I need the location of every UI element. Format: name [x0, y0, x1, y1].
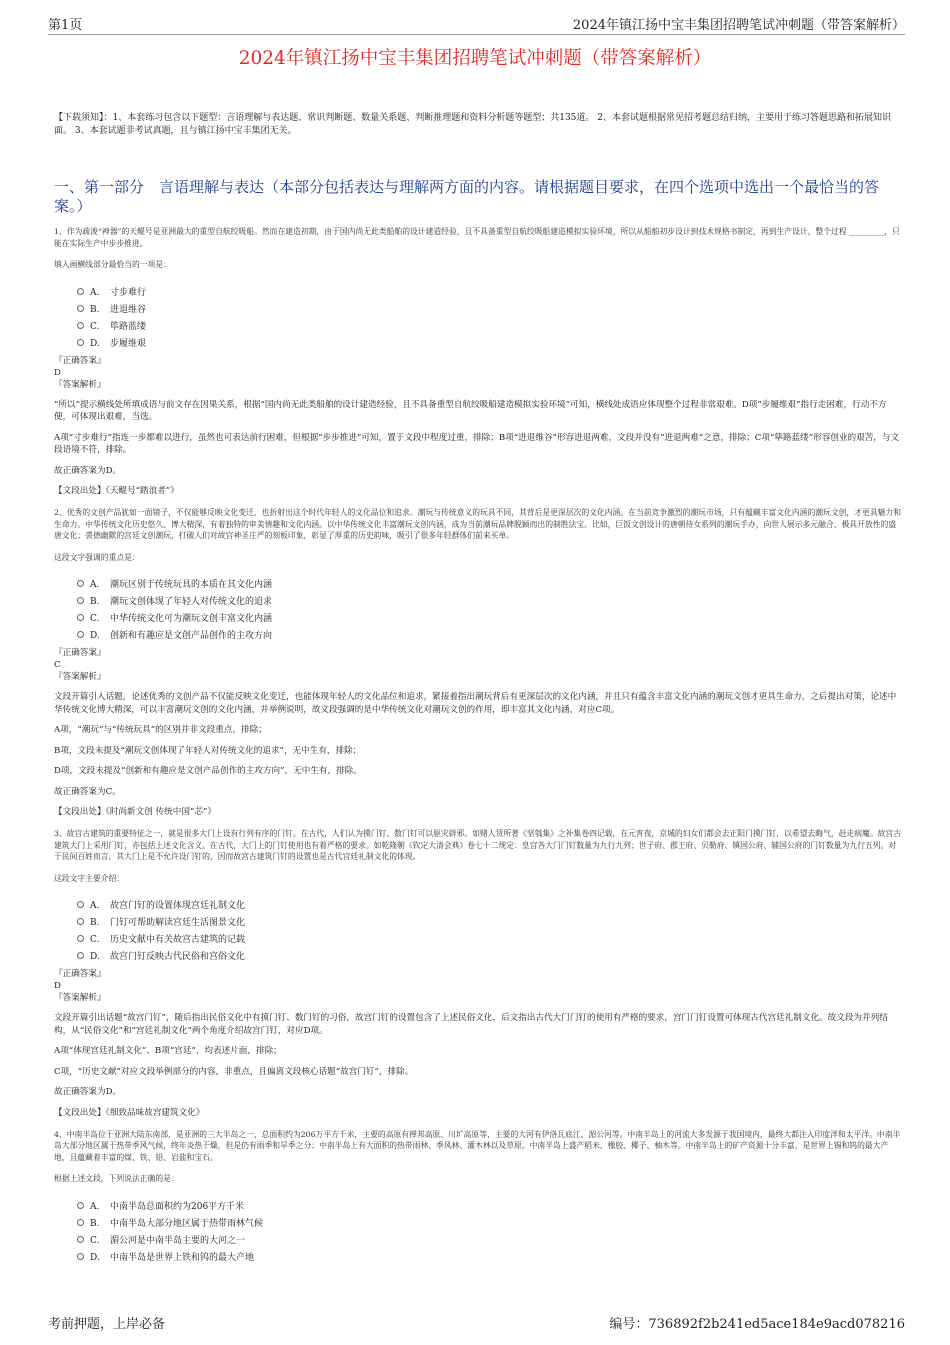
- option-text: 中华传统文化可为潮玩文创丰富文化内涵: [110, 614, 273, 624]
- answer-option[interactable]: [54, 577, 902, 594]
- option-letter: D.: [90, 952, 100, 962]
- answer-option[interactable]: [54, 915, 902, 932]
- analysis-paragraph: C项，“历史文献”对应文段举例部分的内容，非重点，且偏离文段核心话题“故宫门钉”，排除。: [54, 1066, 414, 1077]
- analysis-label: 『答案解析』: [54, 379, 106, 390]
- option-letter: D.: [90, 338, 100, 349]
- option-text: 筚路蓝缕: [110, 321, 147, 332]
- radio-icon[interactable]: [77, 288, 84, 295]
- radio-icon[interactable]: [77, 305, 84, 312]
- analysis-paragraph: 故正确答案为D。: [54, 1087, 122, 1097]
- option-letter: C.: [90, 1235, 100, 1246]
- option-text: 潮玩区别于传统玩具的本质在其文化内涵: [110, 580, 273, 590]
- option-text: 故宫门钉反映古代民俗和宫俗文化: [110, 952, 246, 962]
- radio-icon[interactable]: [77, 631, 84, 638]
- answer-option[interactable]: [54, 932, 902, 949]
- question-prompt: 填入画横线部分最恰当的一项是：: [54, 260, 171, 269]
- radio-icon[interactable]: [77, 1236, 84, 1243]
- answer-option[interactable]: [54, 611, 902, 628]
- option-list: [54, 285, 902, 353]
- question-block: [54, 828, 902, 1119]
- answer-option[interactable]: [54, 285, 902, 302]
- question-stem: 3、故宫古建筑的重要特征之一，就是很多大门上设有行列有序的门钉。在古代，人们认为摸门钉、数门钉可以驱灾辟邪。如赌人赁所著《坚瓠集》之补集卷四记载，在元宵夜，京城的妇女们都会去正阳门摸门钉，以希望去晦气，赶走病魔。故宫古建筑大门上采用门钉，亦包括上述文化含义。在古代，大门上的门钉使用也有着严格的要求。如乾隆朝《钦定大清会典》卷七十二规定：皇宫各大门门钉数量为九行九列；世子府、郡王府、贝勒府、镇国公府、辅国公府的门钉数量为九行五列。对于民间百姓而言，其大门上是不允许设门钉的，因而故宫古建筑门钉的设置也是古代宫廷礼制文化的体现。: [54, 829, 902, 861]
- footer-slogan: 考前押题，上岸必备: [48, 1317, 166, 1332]
- radio-icon[interactable]: [77, 901, 84, 908]
- analysis-paragraph: “所以”提示横线处所填成语与前文存在因果关系，根据“国内尚无此类船舶的设计建造经验，且不具备重型自航绞吸船建造模拟实验环境”可知，横线处成语应体现整个过程非常艰难。D项“步履维艰”指行走困难，行动不方便，可体现出艰难，当选。: [54, 399, 887, 422]
- answer-option[interactable]: [54, 594, 902, 611]
- option-text: 创新和有趣应是文创产品创作的主攻方向: [110, 631, 273, 641]
- answer-option[interactable]: [54, 1216, 902, 1233]
- option-letter: A.: [90, 287, 100, 298]
- radio-icon[interactable]: [77, 339, 84, 346]
- option-letter: B.: [90, 597, 100, 607]
- option-letter: B.: [90, 1218, 100, 1229]
- question-stem: 2、优秀的文创产品犹如一面镜子，不仅能够反映文化变迁，也折射出这个时代年轻人的文化品位和追求。潮玩与传统意义的玩具不同，其背后是更深层次的文化内涵。在当前竞争激烈的潮玩市场，只有蕴藏丰富文化内涵的潮玩文创，才更具魅力和生命力。中华传统文化历史悠久、博大精深，有着独特的审美情趣和文化内涵。以中华传统文化丰富潮玩文创内涵，成为当前潮玩品牌脱颖而出的制胜法宝。比如，巨饭文创设计的唐朝侍女系列的潮玩手办，向世人展示多元融合、极具开放性的盛唐文化；裘德幽默的宫廷文创潮玩，打破人们对故宫神圣庄严的刻板印象，彰显了厚重的历史韵味，吸引了很多年轻群体们前来买单。: [54, 508, 902, 540]
- answer-option[interactable]: [54, 319, 902, 336]
- radio-icon[interactable]: [77, 614, 84, 621]
- analysis-paragraph: A项“寸步难行”指连一步都难以进行，虽然也可表达前行困难，但根据“步步推进”可知，置于文段中程度过重，排除；B项“进退维谷”形容进退两难，文段并没有“进退两难”之意，排除；C项“筚路蓝缕”形容创业的艰苦，与文段语境不符，排除。: [54, 432, 900, 455]
- header-title: 2024年镇江扬中宝丰集团招聘笔试冲刺题（带答案解析）: [572, 18, 905, 33]
- option-list: [54, 1199, 902, 1267]
- option-text: 湄公河是中南半岛主要的大河之一: [110, 1235, 246, 1246]
- radio-icon[interactable]: [77, 1202, 84, 1209]
- correct-answer: D: [54, 981, 61, 991]
- correct-answer: C: [54, 660, 61, 670]
- question-prompt: 根据上述文段，下列说法正确的是：: [54, 1174, 179, 1183]
- question-block: [54, 1129, 902, 1267]
- radio-icon[interactable]: [77, 935, 84, 942]
- answer-option[interactable]: [54, 302, 902, 319]
- page-header: [48, 14, 905, 35]
- option-text: 步履维艰: [110, 338, 147, 349]
- analysis-label: 『答案解析』: [54, 993, 106, 1003]
- option-text: 中南半岛是世界上铁和钨的最大产地: [110, 1252, 255, 1263]
- analysis-label: 『答案解析』: [54, 672, 106, 682]
- option-letter: A.: [90, 1201, 100, 1212]
- option-letter: C.: [90, 321, 100, 332]
- option-letter: B.: [90, 918, 100, 928]
- answer-option[interactable]: [54, 628, 902, 645]
- answer-label: 『正确答案』: [54, 648, 106, 658]
- download-notice: 【下载须知】：1、本套练习包含以下题型：言语理解与表达题、常识判断题、数量关系题、判断推理题和资料分析题等题型；共135道。 2、本套试题根据常见招考题总结归纳，主要用于练习答题思路和拓展知识面。 3、本套试题非考试真题，且与镇江扬中宝丰集团无关。: [54, 113, 891, 136]
- option-letter: C.: [90, 935, 100, 945]
- question-stem: 1、作为疏浚“神器”的天鲲号是亚洲最大的重型自航绞吸船。然而在建造初期，由于国内尚无此类船舶的设计建造经验，且不具备重型自航绞吸船建造模拟实验环境，所以从船舶初步设计到技术规格书制定，再到生产设计，整个过程 _________，只能在实际生产中步步推进。: [54, 227, 900, 248]
- option-text: 门钉可帮助解读宫廷生活图景文化: [110, 918, 246, 928]
- radio-icon[interactable]: [77, 597, 84, 604]
- document-title: 2024年镇江扬中宝丰集团招聘笔试冲刺题（带答案解析）: [238, 48, 712, 69]
- option-text: 历史文献中有关故宫古建筑的记载: [110, 935, 246, 945]
- option-list: [54, 577, 902, 645]
- question-stem: 4、中南半岛位于亚洲大陆东南部，是亚洲的三大半岛之一，总面积约为206万平方千米，主要的高原有掸邦高原、川圹高原等，主要的大河有伊洛瓦底江、湄公河等。中南半岛上的河流大多发源于我国境内，最终大都注入印度洋和太平洋。中南半岛大部分地区属于热带季风气候，终年炎热干燥，但是仍有雨季和旱季之分；中南半岛上有大面积的热带雨林、季风林、灌木林以及草原。中南半岛上盛产稻米、橡胶、椰子、柚木等。中南半岛上的矿产资源十分丰富，是世界上锡和钨的最大产地，且蕴藏着丰富的煤、铁、铅、岩盐和宝石。: [54, 1129, 901, 1162]
- question-block: [54, 507, 902, 818]
- question-list: [54, 226, 902, 1269]
- question-block: [54, 226, 902, 497]
- option-text: 中南半岛总面积约为206平方千米: [110, 1201, 245, 1212]
- option-letter: B.: [90, 304, 100, 315]
- source-note: 【文段出处】《时尚新文创 传统中国“芯”》: [54, 807, 216, 817]
- option-letter: D.: [90, 631, 100, 641]
- analysis-paragraph: A项“体现宫廷礼制文化”、B项“宫廷”，均表述片面，排除；: [54, 1046, 282, 1056]
- answer-option[interactable]: [54, 1250, 902, 1267]
- radio-icon[interactable]: [77, 580, 84, 587]
- option-letter: A.: [90, 901, 100, 911]
- option-text: 潮玩文创体现了年轻人对传统文化的追求: [110, 597, 273, 607]
- section-heading: 一、第一部分 言语理解与表达（本部分包括表达与理解两方面的内容。请根据题目要求，在四个选项中选出一个最恰当的答案。）: [54, 178, 880, 215]
- analysis-paragraph: 故正确答案为D。: [54, 465, 122, 476]
- question-prompt: 这段文字强调的重点是：: [54, 552, 140, 562]
- radio-icon[interactable]: [77, 322, 84, 329]
- analysis-paragraph: D项，文段未提及“创新和有趣应是文创产品创作的主攻方向”，无中生有，排除。: [54, 766, 362, 776]
- answer-option[interactable]: [54, 898, 902, 915]
- option-text: 故宫门钉的设置体现宫廷礼制文化: [110, 901, 246, 911]
- answer-label: 『正确答案』: [54, 969, 106, 979]
- answer-option[interactable]: [54, 1199, 902, 1216]
- answer-option[interactable]: [54, 336, 902, 353]
- analysis-paragraph: 文段开篇引出话题“故宫门钉”，随后指出民俗文化中有摸门钉、数门钉的习俗，故宫门钉的设置包含了上述民俗文化，后文指出古代大门门钉的使用有严格的要求，宫门门钉设置可体现古代宫廷礼制文化。故文段为并列结构，从“民俗文化”和“宫廷礼制文化”两个角度介绍故宫门钉，对应D项。: [54, 1013, 888, 1036]
- radio-icon[interactable]: [77, 1219, 84, 1226]
- analysis-paragraph: 故正确答案为C。: [54, 786, 121, 797]
- correct-answer: D: [54, 367, 61, 378]
- option-text: 进退维谷: [110, 304, 147, 315]
- option-text: 寸步难行: [110, 287, 147, 298]
- source-note: 【文段出处】《细致品味故宫建筑文化》: [54, 1107, 205, 1118]
- option-letter: A.: [90, 580, 100, 590]
- radio-icon[interactable]: [77, 1253, 84, 1260]
- option-list: [54, 898, 902, 966]
- analysis-paragraph: B项，文段未提及“潮玩文创体现了年轻人对传统文化的追求”，无中生有，排除；: [54, 745, 362, 756]
- source-note: 【文段出处】《天鲲号“踏浪者”》: [54, 486, 179, 496]
- option-text: 中南半岛大部分地区属于热带雨林气候: [110, 1218, 264, 1229]
- answer-option[interactable]: [54, 949, 902, 966]
- analysis-paragraph: 文段开篇引入话题，论述优秀的文创产品不仅能反映文化变迁，也能体现年轻人的文化品位和追求，紧接着指出潮玩背后有更深层次的文化内涵，并且只有蕴含丰富文化内涵的潮玩文创才更具生命力，之后提出对策，论述中华传统文化博大精深，可以丰富潮玩文创的文化内涵，并举例说明，故文段强调的是中华传统文化对潮玩文创的作用，即丰富其文化内涵，对应C项。: [54, 692, 897, 715]
- page-number: 第1页: [48, 18, 83, 33]
- answer-option[interactable]: [54, 1233, 902, 1250]
- radio-icon[interactable]: [77, 918, 84, 925]
- option-letter: D.: [90, 1252, 100, 1263]
- question-prompt: 这段文字主要介绍：: [54, 873, 125, 883]
- analysis-paragraph: A项，“潮玩”与“传统玩具”的区别并非文段重点，排除；: [54, 725, 267, 735]
- document-id: 编号：736892f2b241ed5ace184e9acd078216: [609, 1317, 905, 1332]
- answer-label: 『正确答案』: [54, 355, 106, 366]
- option-letter: C.: [90, 614, 100, 624]
- radio-icon[interactable]: [77, 952, 84, 959]
